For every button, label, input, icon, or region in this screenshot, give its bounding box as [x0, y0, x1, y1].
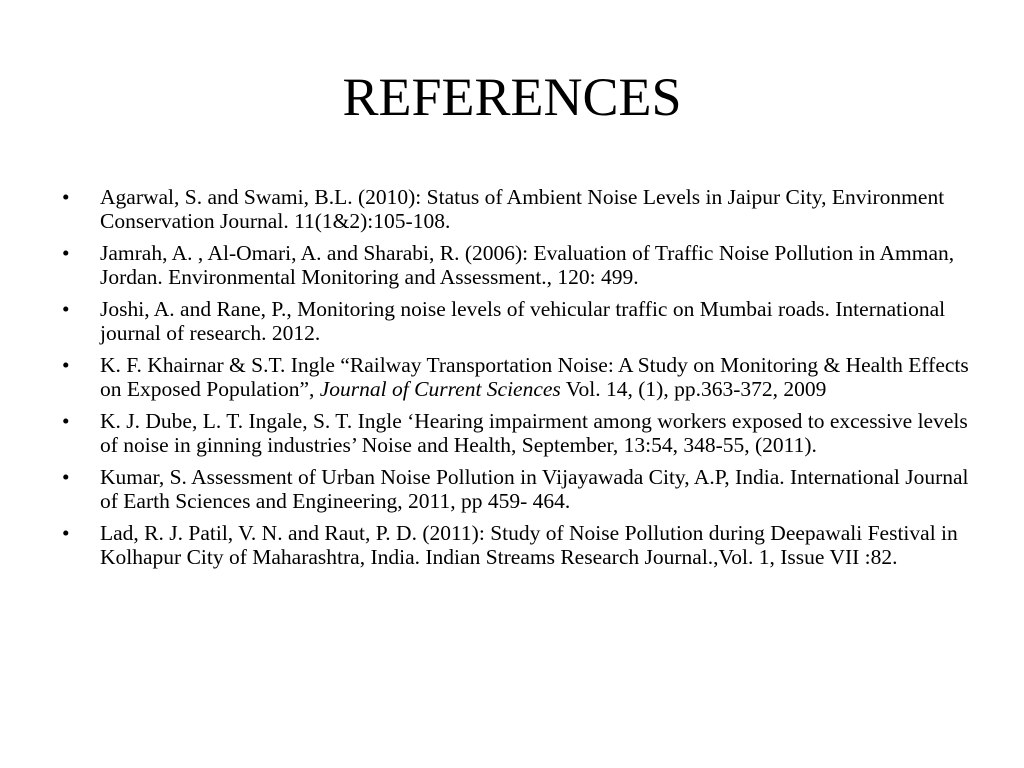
reference-text: Jamrah, A. , Al-Omari, A. and Sharabi, R. (2006): Evaluation of Traffic Noise Pollution in Amman, Jordan. Environmental Monitoring and Assessment., 120: 499.	[100, 241, 955, 289]
journal-title-italic: Journal of Current Sciences	[319, 376, 561, 401]
reference-text	[100, 353, 969, 401]
reference-text: Agarwal, S. and Swami, B.L. (2010): Status of Ambient Noise Levels in Jaipur City, Environment Conservation Journal. 11(1&2):105-108.	[100, 185, 945, 233]
bullet-icon: •	[62, 465, 70, 489]
reference-text: Lad, R. J. Patil, V. N. and Raut, P. D. (2011): Study of Noise Pollution during Deepawali Festival in Kolhapur City of Maharashtra, India. Indian Streams Research Journal.,Vol. 1, Issue VII :82.	[100, 521, 958, 569]
reference-text: Kumar, S. Assessment of Urban Noise Pollution in Vijayawada City, A.P, India. International Journal of Earth Sciences and Engineering, 2011, pp 459- 464.	[100, 465, 969, 513]
bullet-icon: •	[62, 185, 70, 209]
slide-title: REFERENCES	[342, 67, 682, 127]
bullet-icon: •	[62, 521, 70, 545]
bullet-icon: •	[62, 409, 70, 433]
reference-text: Joshi, A. and Rane, P., Monitoring noise levels of vehicular traffic on Mumbai roads. International journal of research. 2012.	[100, 297, 946, 345]
bullet-icon: •	[62, 353, 70, 377]
reference-item	[62, 186, 972, 233]
reference-item	[62, 466, 972, 513]
reference-item	[62, 242, 972, 289]
reference-item	[62, 410, 972, 457]
reference-text-part: K. F. Khairnar & S.T. Ingle “Railway Transportation Noise: A Study on Monitoring & Health Effects on Exposed Population”,	[100, 353, 969, 401]
reference-item	[62, 522, 972, 569]
bullet-icon: •	[62, 297, 70, 321]
bullet-icon: •	[62, 241, 70, 265]
reference-text-part: Vol. 14, (1), pp.363-372, 2009	[560, 376, 827, 401]
reference-list	[62, 186, 972, 578]
reference-text: K. J. Dube, L. T. Ingale, S. T. Ingle ‘Hearing impairment among workers exposed to excessive levels of noise in ginning industries’ Noise and Health, September, 13:54, 348-55, (2011).	[100, 409, 968, 457]
reference-item	[62, 354, 972, 401]
reference-item	[62, 298, 972, 345]
